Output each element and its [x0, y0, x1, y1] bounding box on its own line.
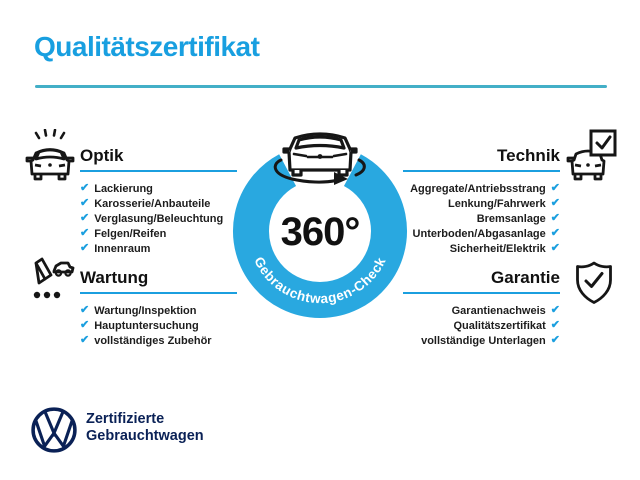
page-title: Qualitätszertifikat	[34, 31, 260, 62]
section-wartung-items	[80, 303, 250, 348]
list-item	[390, 318, 560, 333]
item-label: Unterboden/Abgasanlage	[412, 227, 546, 240]
item-label: vollständiges Zubehör	[94, 334, 212, 347]
car-checkbox-icon	[564, 129, 618, 181]
item-label: Felgen/Reifen	[94, 227, 167, 240]
badge-degree-label: 360°	[280, 210, 360, 254]
item-label: Verglasung/Beleuchtung	[94, 212, 224, 225]
check-icon: ✔	[80, 212, 90, 224]
check-icon: ✔	[80, 334, 90, 346]
section-wartung-divider	[80, 292, 237, 294]
section-garantie-title: Garantie	[491, 268, 560, 287]
item-label: Garantienachweis	[451, 304, 546, 317]
item-label: Karosserie/Anbauteile	[94, 197, 211, 210]
list-item	[80, 318, 250, 333]
list-item	[390, 241, 560, 256]
list-item	[390, 333, 560, 348]
item-label: Hauptuntersuchung	[94, 319, 199, 332]
list-item	[390, 226, 560, 241]
list-item	[80, 181, 250, 196]
title-divider	[35, 85, 607, 88]
section-technik-title: Technik	[497, 146, 560, 165]
section-technik	[390, 146, 560, 256]
list-item	[80, 196, 250, 211]
section-garantie	[390, 268, 560, 348]
check-icon: ✔	[80, 304, 90, 316]
check-icon: ✔	[550, 334, 560, 346]
360-check-badge	[228, 122, 412, 322]
check-icon: ✔	[550, 182, 560, 194]
section-technik-divider	[403, 170, 560, 172]
item-label: vollständige Unterlagen	[421, 334, 546, 347]
list-item	[390, 211, 560, 226]
badge-ring-label: Gebrauchtwagen-Check	[251, 254, 389, 307]
item-label: Qualitätszertifikat	[453, 319, 546, 332]
item-label: Innenraum	[94, 242, 151, 255]
item-label: Bremsanlage	[476, 212, 546, 225]
section-wartung	[80, 268, 250, 348]
list-item	[80, 241, 250, 256]
section-optik	[80, 146, 250, 256]
list-item	[390, 303, 560, 318]
section-garantie-divider	[403, 292, 560, 294]
brand-line-1: Zertifizierte	[86, 411, 165, 427]
section-wartung-title: Wartung	[80, 268, 149, 287]
check-icon: ✔	[550, 227, 560, 239]
section-technik-items	[390, 181, 560, 256]
list-item	[80, 211, 250, 226]
car-shine-icon	[25, 129, 75, 181]
section-optik-divider	[80, 170, 237, 172]
check-icon: ✔	[80, 197, 90, 209]
check-icon: ✔	[550, 212, 560, 224]
item-label: Lenkung/Fahrwerk	[447, 197, 546, 210]
section-optik-items	[80, 181, 250, 256]
check-icon: ✔	[80, 319, 90, 331]
shield-check-icon	[574, 260, 614, 306]
item-label: Lackierung	[94, 182, 153, 195]
check-icon: ✔	[550, 197, 560, 209]
list-item	[80, 333, 250, 348]
list-item	[390, 181, 560, 196]
section-optik-title: Optik	[80, 146, 124, 165]
list-item	[390, 196, 560, 211]
check-icon: ✔	[550, 242, 560, 254]
item-label: Wartung/Inspektion	[94, 304, 197, 317]
item-label: Sicherheit/Elektrik	[449, 242, 546, 255]
check-icon: ✔	[80, 242, 90, 254]
brand-line-2: Gebrauchtwagen	[86, 428, 204, 444]
pen-car-checklist-icon	[25, 255, 75, 305]
list-item	[80, 303, 250, 318]
item-label: Aggregate/Antriebsstrang	[410, 182, 546, 195]
list-item	[80, 226, 250, 241]
check-icon: ✔	[80, 182, 90, 194]
brand-wordmark	[86, 411, 204, 445]
vw-logo	[31, 407, 77, 453]
section-garantie-items	[390, 303, 560, 348]
check-icon: ✔	[550, 304, 560, 316]
check-icon: ✔	[80, 227, 90, 239]
check-icon: ✔	[550, 319, 560, 331]
